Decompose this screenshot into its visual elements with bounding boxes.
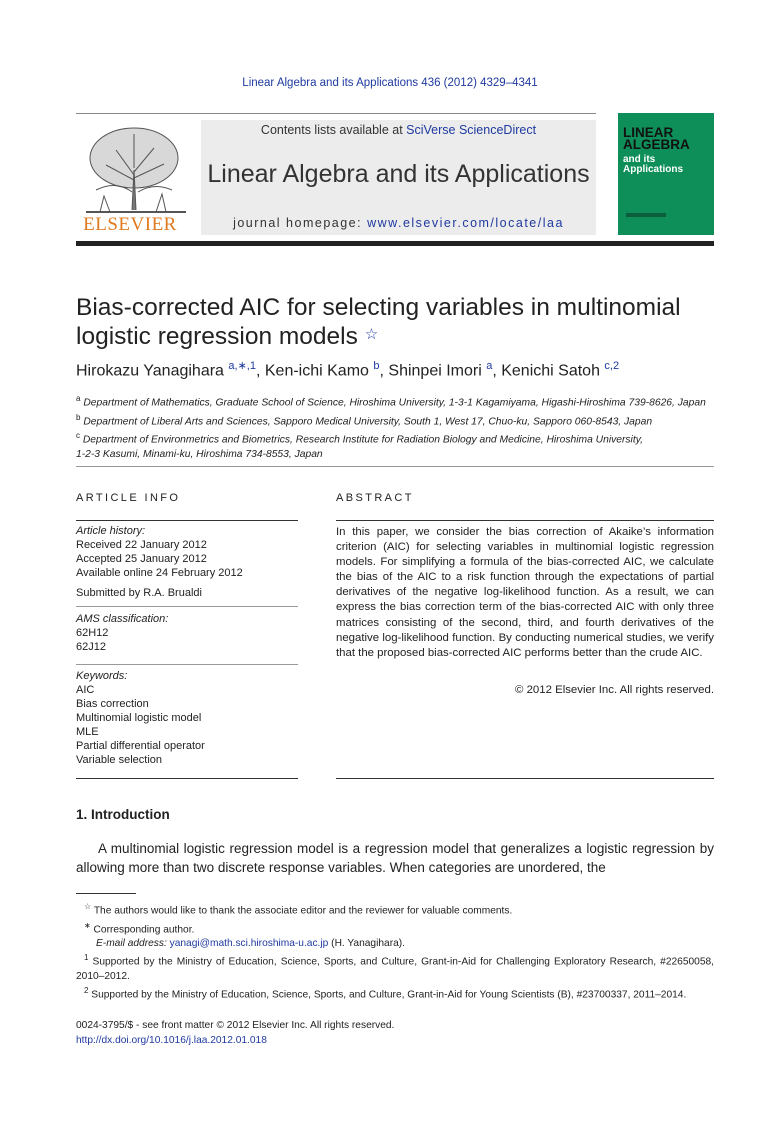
affiliation-text: Department of Mathematics, Graduate School of Science, Hiroshima University, 1-3-1 Kagamiyama, Higashi-Hiroshima 739-8626, Japan	[83, 397, 706, 409]
footnote-mark: ☆	[84, 902, 92, 911]
author-marks[interactable]: c,2	[604, 360, 620, 372]
footnote-mark: 2	[84, 986, 89, 996]
elsevier-wordmark: ELSEVIER	[83, 214, 177, 235]
author-marks[interactable]: a,∗,1	[228, 360, 256, 372]
author-marks[interactable]: a	[486, 360, 493, 372]
author-marks[interactable]: b	[373, 360, 380, 372]
footnote	[76, 900, 714, 919]
contents-prefix: Contents lists available at	[260, 123, 407, 137]
footnote-mark: 1	[84, 953, 89, 963]
history-label: Article history:	[76, 525, 146, 537]
online-date: Available online 24 February 2012	[76, 567, 243, 579]
article-info-rule	[76, 520, 298, 521]
received-date: Received 22 January 2012	[76, 539, 207, 551]
affiliation	[76, 411, 726, 430]
sciencedirect-link[interactable]: SciVerse ScienceDirect	[406, 123, 537, 137]
article-info-divider	[76, 606, 298, 607]
ams-code: 62H12	[76, 627, 109, 639]
footnote	[76, 919, 714, 938]
footnotes	[76, 900, 714, 1003]
homepage-link[interactable]: www.elsevier.com/locate/laa	[367, 216, 564, 230]
journal-citation-link[interactable]: Linear Algebra and its Applications 436 (2012) 4329–4341	[242, 77, 538, 89]
affiliation	[76, 429, 726, 448]
homepage-prefix: journal homepage:	[233, 216, 368, 230]
submitted-by: Submitted by R.A. Brualdi	[76, 587, 202, 599]
affiliation-mark: a	[76, 394, 81, 403]
article-history	[76, 524, 298, 600]
ams-code: 62J12	[76, 641, 106, 653]
keyword: MLE	[76, 726, 99, 738]
footnote-text: Supported by the Ministry of Education, Science, Sports, and Culture, Grant-in-Aid for Challenging Exploratory Research, #22650058, 2010–2012.	[76, 956, 714, 982]
keyword: Bias correction	[76, 698, 149, 710]
abstract-heading: ABSTRACT	[336, 492, 414, 504]
cover-line2: ALGEBRA	[623, 137, 690, 152]
affiliation-text: Department of Environmetrics and Biometrics, Research Institute for Radiation Biology and Medicine, Hiroshima University,	[82, 434, 643, 446]
journal-cover-image	[618, 113, 714, 235]
elsevier-tree-icon	[76, 120, 196, 215]
abstract-rule	[336, 778, 714, 779]
keywords-label: Keywords:	[76, 670, 128, 682]
email-label: E-mail address:	[96, 938, 167, 950]
footnote-rule	[76, 893, 136, 894]
article-title	[76, 293, 716, 351]
issn-line: 0024-3795/$ - see front matter © 2012 Elsevier Inc. All rights reserved.	[76, 1020, 395, 1031]
footnote-text: The authors would like to thank the associate editor and the reviewer for valuable comments.	[93, 905, 513, 917]
author-list: Hirokazu Yanagihara $^{a,∗,1}$, Ken-ichi Kamo $^b$, Shinpei Imori $^a$, Kenichi Satoh $^{c,2}$	[76, 360, 620, 380]
keywords	[76, 669, 298, 767]
abstract-rule	[336, 520, 714, 521]
author-name: Shinpei Imori	[388, 362, 482, 380]
author-name: Kenichi Satoh	[501, 362, 600, 380]
title-footnote-mark[interactable]: ☆	[364, 326, 379, 343]
abstract-copyright: © 2012 Elsevier Inc. All rights reserved.	[515, 684, 714, 696]
section-heading: 1. Introduction	[76, 807, 170, 822]
doi-link[interactable]: http://dx.doi.org/10.1016/j.laa.2012.01.018	[76, 1035, 267, 1046]
article-info-divider	[76, 664, 298, 665]
article-info-heading: ARTICLE INFO	[76, 492, 181, 504]
author-name: Hirokazu Yanagihara	[76, 362, 224, 380]
keyword: Multinomial logistic model	[76, 712, 202, 724]
footnote	[76, 984, 714, 1003]
cover-line3: and its	[623, 154, 656, 165]
cover-line1: LINEAR	[623, 125, 674, 140]
ams-classification	[76, 612, 298, 654]
article-title-text: Bias-corrected AIC for selecting variables in multinomial logistic regression models	[76, 294, 681, 350]
footnote	[76, 951, 714, 984]
email-link[interactable]: yanagi@math.sci.hiroshima-u.ac.jp	[169, 938, 329, 950]
cover-line4: Applications	[623, 164, 684, 175]
cover-subtitle	[623, 155, 683, 175]
cover-title	[623, 127, 690, 151]
affiliation-text: Department of Liberal Arts and Sciences, Sapporo Medical University, South 1, West 17, Chuo-ku, Sapporo 060-8543, Japan	[83, 416, 653, 428]
intro-paragraph: A multinomial logistic regression model is a regression model that generalizes a logistic regression by allowing more than two discrete response variables. When categories are unordered, the	[76, 841, 714, 875]
article-info-rule	[76, 778, 298, 779]
homepage-line	[201, 216, 596, 230]
keyword: AIC	[76, 684, 95, 696]
footnote-text: Supported by the Ministry of Education, Science, Sports, and Culture, Grant-in-Aid for Young Scientists (B), #23700337, 2011–2014.	[91, 989, 687, 1001]
affiliation	[76, 448, 726, 462]
contents-line	[201, 123, 596, 137]
email-line	[76, 937, 714, 951]
email-owner: (H. Yanagihara).	[331, 938, 405, 950]
affiliation-text: 1-2-3 Kasumi, Minami-ku, Hiroshima 734-8553, Japan	[76, 449, 323, 461]
front-matter-info	[76, 1018, 394, 1048]
header-rule	[76, 113, 596, 114]
affiliation-mark: b	[76, 412, 81, 422]
affiliations	[76, 392, 726, 462]
affiliation	[76, 392, 726, 411]
journal-title: Linear Algebra and its Applications	[207, 160, 590, 188]
cover-mark	[626, 213, 666, 217]
ams-label: AMS classification:	[76, 613, 169, 625]
keyword: Partial differential operator	[76, 740, 205, 752]
affiliation-mark: c	[76, 431, 80, 441]
author-name: Ken-ichi Kamo	[264, 362, 369, 380]
footnote-mark: ∗	[84, 920, 91, 930]
header-thick-rule	[76, 241, 714, 246]
accepted-date: Accepted 25 January 2012	[76, 553, 207, 565]
journal-banner	[201, 120, 596, 235]
keyword: Variable selection	[76, 754, 163, 766]
section-rule	[76, 466, 714, 467]
footnote-text: Corresponding author.	[93, 923, 195, 935]
abstract-text: In this paper, we consider the bias correction of Akaike’s information criterion (AIC) for selecting variables in multinomial logistic regression models. For simplifying a formula of the bias-corrected AIC, we calculate the bias of the AIC to a risk function through the expectations of partial derivatives of the negative log-likelihood function. As a result, we can express the bias correction term of the bias-corrected AIC with only three matrices consisting of the second, third, and fourth derivatives of the negative log-likelihood function. By conducting numerical studies, we verify that the proposed bias-corrected AIC performs better than the crude AIC.	[336, 526, 714, 659]
